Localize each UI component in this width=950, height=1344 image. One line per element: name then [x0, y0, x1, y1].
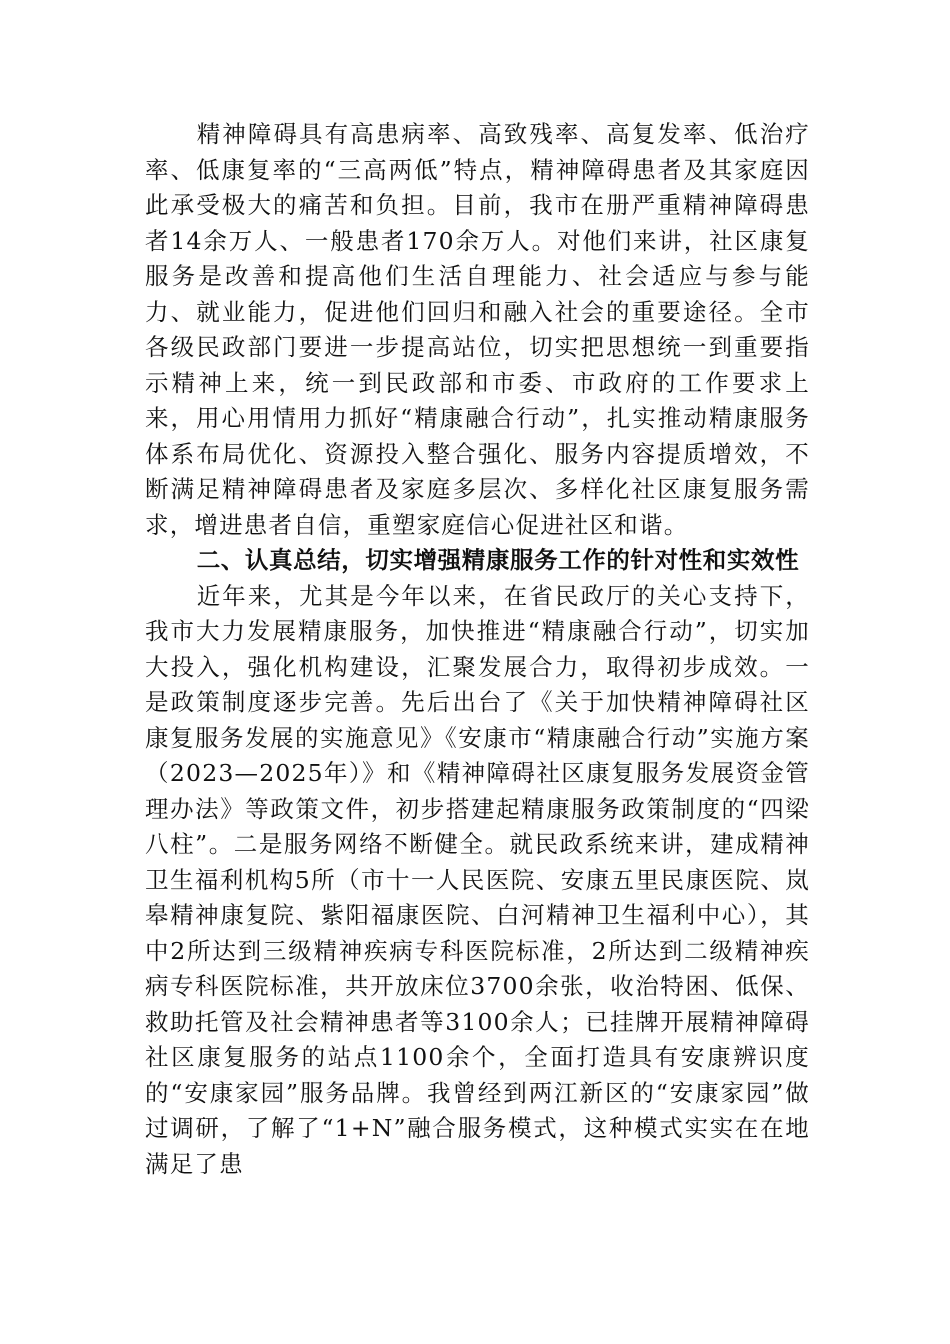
- body-paragraph: 近年来，尤其是今年以来，在省民政厅的关心支持下，我市大力发展精康服务，加快推进“精康融合行动”，切实加大投入，强化机构建设，汇聚发展合力，取得初步成效。一是政策制度逐步完善。先后出台了《关于加快精神障碍社区康复服务发展的实施意见》《安康市“精康融合行动”实施方案（2023—2025年）》和《精神障碍社区康复服务发展资金管理办法》等政策文件，初步搭建起精康服务政策制度的“四梁八柱”。二是服务网络不断健全。就民政系统来讲，建成精神卫生福利机构5所（市十一人民医院、安康五里民康医院、岚皋精神康复院、紫阳福康医院、白河精神卫生福利中心），其中2所达到三级精神疾病专科医院标准，2所达到二级精神疾病专科医院标准，共开放床位3700余张，收治特困、低保、救助托管及社会精神患者等3100余人；已挂牌开展精神障碍社区康复服务的站点1100余个，全面打造具有安康辨识度的“安康家园”服务品牌。我曾经到两江新区的“安康家园”做过调研，了解了“1+N”融合服务模式，这种模式实实在在地满足了患: [145, 581, 810, 1178]
- section-heading: 二、认真总结，切实增强精康服务工作的针对性和实效性: [196, 546, 800, 574]
- body-paragraph: 精神障碍具有高患病率、高致残率、高复发率、低治疗率、低康复率的“三高两低”特点，精神障碍患者及其家庭因此承受极大的痛苦和负担。目前，我市在册严重精神障碍患者14余万人、一般患者170余万人。对他们来讲，社区康复服务是改善和提高他们生活自理能力、社会适应与参与能力、就业能力，促进他们回归和融入社会的重要途径。全市各级民政部门要进一步提高站位，切实把思想统一到重要指示精神上来，统一到民政部和市委、市政府的工作要求上来，用心用情用力抓好“精康融合行动”，扎实推动精康服务体系布局优化、资源投入整合强化、服务内容提质增效，不断满足精神障碍患者及家庭多层次、多样化社区康复服务需求，增进患者自信，重塑家庭信心促进社区和谐。: [145, 120, 810, 539]
- document-body: [145, 117, 810, 1182]
